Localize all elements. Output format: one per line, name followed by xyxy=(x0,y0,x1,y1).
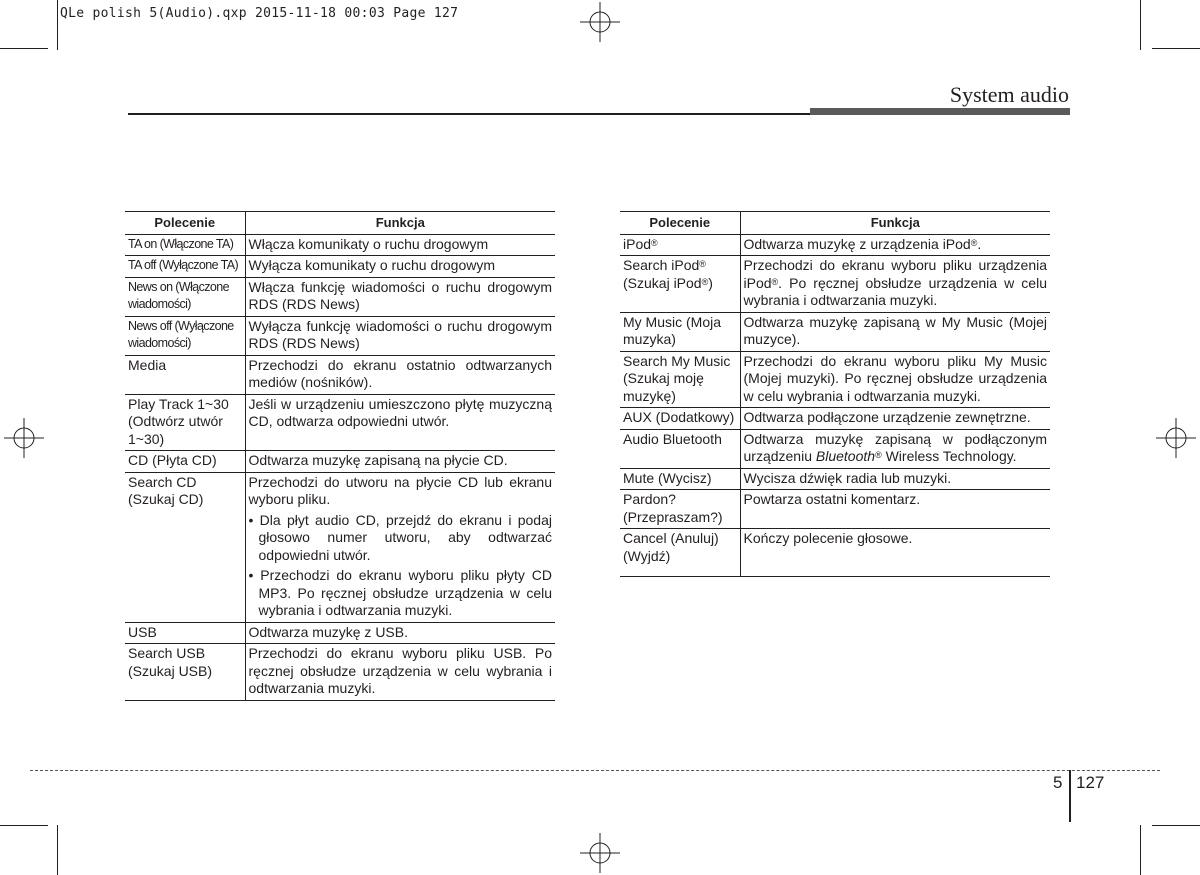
table-row xyxy=(620,529,1050,577)
footer-dashed-rule xyxy=(30,770,1160,771)
table-row xyxy=(125,256,555,278)
header-rule xyxy=(128,113,810,115)
function-text: Przechodzi do utworu na płycie CD lub ekranu wyboru pliku. xyxy=(248,473,552,507)
table-row xyxy=(125,394,555,451)
table-row xyxy=(125,234,555,256)
registration-mark-icon xyxy=(1156,418,1196,458)
function-cell: Odtwarza muzykę z USB. xyxy=(245,622,555,644)
function-cell: Przechodzi do ekranu wyboru pliku USB. Po ręcznej obsłudze urządzenia w celu wybrania i odtwarzania muzyki. xyxy=(245,644,555,701)
function-text: Przechodzi do ekranu wyboru pliku urządzenia iPod xyxy=(743,257,1047,291)
voice-commands-table-left xyxy=(125,211,555,701)
command-cell: TA off (Wyłączone TA) xyxy=(125,256,245,278)
command-cell: Pardon? (Przepraszam?) xyxy=(620,490,740,529)
column-header-command: Polecenie xyxy=(620,212,740,235)
page-number-separator xyxy=(1069,770,1071,822)
function-text: Wireless Technology. xyxy=(881,448,1017,464)
crop-mark xyxy=(0,825,48,826)
command-cell: My Music (Moja muzyka) xyxy=(620,312,740,351)
crop-mark xyxy=(0,48,48,49)
table-header-row xyxy=(125,212,555,235)
crop-mark xyxy=(57,825,58,875)
table-row xyxy=(125,355,555,394)
function-cell: Wyłącza funkcję wiadomości o ruchu drogowym RDS (RDS News) xyxy=(245,316,555,355)
function-cell: Włącza funkcję wiadomości o ruchu drogowym RDS (RDS News) xyxy=(245,277,555,316)
chapter-number: 5 xyxy=(1053,773,1063,792)
table-row xyxy=(125,622,555,644)
table-row xyxy=(125,277,555,316)
column-header-function: Funkcja xyxy=(245,212,555,235)
header-rule-accent xyxy=(810,108,1070,115)
registered-mark: ® xyxy=(970,237,978,248)
bullet-item: • Dla płyt audio CD, przejdź do ekranu i podaj głosowo numer utworu, aby odtwarzać odpowiedni utwór. xyxy=(248,511,552,563)
table-row xyxy=(620,429,1050,468)
table-row xyxy=(125,451,555,473)
registered-mark: ® xyxy=(771,276,779,287)
table-header-row xyxy=(620,212,1050,235)
table-row xyxy=(125,644,555,701)
command-cell: Play Track 1~30 (Odtwórz utwór 1~30) xyxy=(125,394,245,451)
command-cell: TA on (Włączone TA) xyxy=(125,234,245,256)
bullet-item: • Przechodzi do ekranu wyboru pliku płyty CD MP3. Po ręcznej obsłudze urządzenia w celu wybrania i odtwarzania muzyki. xyxy=(248,567,552,618)
function-cell: Odtwarza muzykę zapisaną w My Music (Mojej muzyce). xyxy=(740,312,1050,351)
function-cell xyxy=(245,472,555,622)
function-cell xyxy=(740,429,1050,468)
table-row xyxy=(620,256,1050,313)
function-cell: Powtarza ostatni komentarz. xyxy=(740,490,1050,529)
function-cell: Odtwarza podłączone urządzenie zewnętrzne. xyxy=(740,408,1050,430)
crop-mark xyxy=(1152,825,1200,826)
function-cell: Kończy polecenie głosowe. xyxy=(740,529,1050,577)
bluetooth-brand: Bluetooth xyxy=(815,448,876,464)
registration-mark-icon xyxy=(580,2,620,42)
column-header-function: Funkcja xyxy=(740,212,1050,235)
command-cell: Search CD (Szukaj CD) xyxy=(125,472,245,622)
function-text: . xyxy=(977,235,982,252)
command-cell xyxy=(620,234,740,256)
command-cell: Media xyxy=(125,355,245,394)
section-title: System audio xyxy=(949,82,1069,107)
function-cell xyxy=(740,256,1050,313)
print-slug: QLe polish 5(Audio).qxp 2015-11-18 00:03 Page 127 xyxy=(60,6,459,21)
registered-mark: ® xyxy=(699,259,706,269)
function-cell: Włącza komunikaty o ruchu drogowym xyxy=(245,234,555,256)
registered-mark: ® xyxy=(875,450,882,460)
function-text: Odtwarza muzykę z urządzenia iPod xyxy=(743,235,971,252)
crop-mark xyxy=(1140,825,1141,875)
table-row xyxy=(125,472,555,622)
function-cell: Przechodzi do ekranu wyboru pliku My Music (Mojej muzyki). Po ręcznej obsłudze urządzenia w celu wybrania i odtwarzania muzyki. xyxy=(740,351,1050,408)
command-text: Search iPod xyxy=(623,257,700,273)
command-cell: CD (Płyta CD) xyxy=(125,451,245,473)
function-cell: Wycisza dźwięk radia lub muzyki. xyxy=(740,468,1050,490)
command-text: (Szukaj iPod xyxy=(623,274,702,291)
table-row xyxy=(620,408,1050,430)
crop-mark xyxy=(1152,48,1200,49)
registration-mark-icon xyxy=(4,418,44,458)
table-row xyxy=(125,316,555,355)
command-cell: News on (Włączone wiadomości) xyxy=(125,277,245,316)
function-text: . Po ręcznej obsłudze urządzenia w celu wybrania i odtwarzania muzyki. xyxy=(743,274,1047,308)
command-cell: Search USB (Szukaj USB) xyxy=(125,644,245,701)
function-cell xyxy=(740,234,1050,256)
function-cell: Wyłącza komunikaty o ruchu drogowym xyxy=(245,256,555,278)
table-row xyxy=(620,234,1050,256)
command-cell: AUX (Dodatkowy) xyxy=(620,408,740,430)
command-cell xyxy=(620,256,740,313)
function-text: Odtwarza muzykę zapisaną w podłączonym urządzeniu xyxy=(743,430,1047,464)
function-cell: Przechodzi do ekranu ostatnio odtwarzanych mediów (nośników). xyxy=(245,355,555,394)
table-row xyxy=(620,351,1050,408)
registration-mark-icon xyxy=(580,833,620,873)
table-row xyxy=(620,312,1050,351)
crop-mark xyxy=(1140,0,1141,50)
command-cell: Cancel (Anuluj) (Wyjdź) xyxy=(620,529,740,577)
page-number: 127 xyxy=(1076,773,1105,792)
column-header-command: Polecenie xyxy=(125,212,245,235)
command-cell: Search My Music (Szukaj moję muzykę) xyxy=(620,351,740,408)
function-cell: Odtwarza muzykę zapisaną na płycie CD. xyxy=(245,451,555,473)
command-cell: Audio Bluetooth xyxy=(620,429,740,468)
table-row xyxy=(620,490,1050,529)
command-text: ) xyxy=(708,274,713,291)
registered-mark: ® xyxy=(701,276,709,287)
command-cell: News off (Wyłączone wiadomości) xyxy=(125,316,245,355)
function-cell: Jeśli w urządzeniu umieszczono płytę muzyczną CD, odtwarza odpowiedni utwór. xyxy=(245,394,555,451)
command-text: iPod xyxy=(623,235,652,252)
command-cell: Mute (Wycisz) xyxy=(620,468,740,490)
table-row xyxy=(620,468,1050,490)
voice-commands-table-right xyxy=(620,211,1050,577)
crop-mark xyxy=(57,0,58,50)
command-cell: USB xyxy=(125,622,245,644)
registered-mark: ® xyxy=(651,237,658,248)
